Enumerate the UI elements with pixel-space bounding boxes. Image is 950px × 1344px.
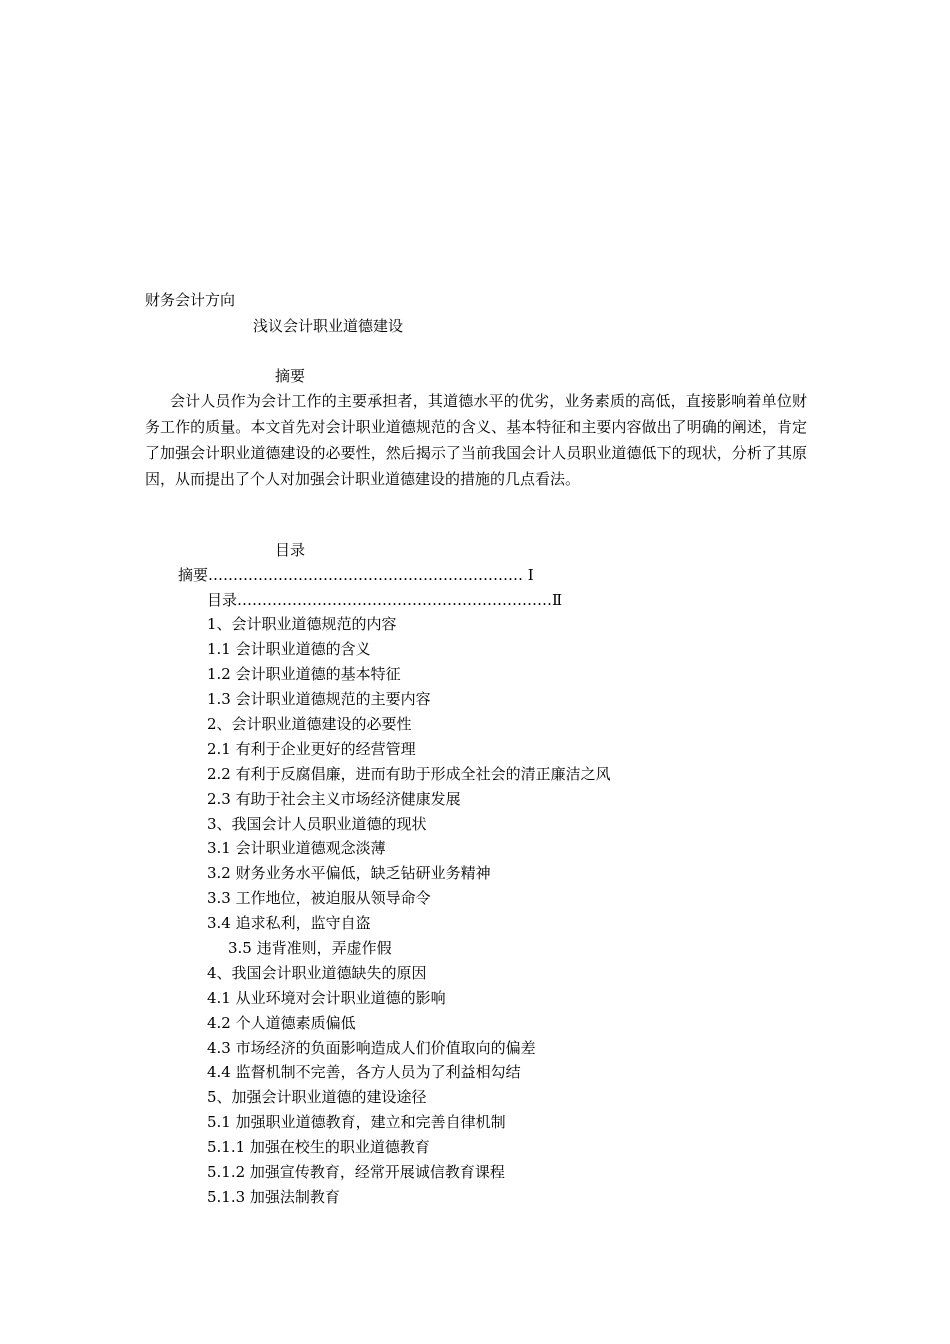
toc-entry: 3.3 工作地位，被迫服从领导命令: [207, 889, 431, 907]
toc-entry: 1.3 会计职业道德规范的主要内容: [207, 690, 431, 708]
toc-entry: 5、加强会计职业道德的建设途径: [207, 1088, 427, 1106]
toc-entry: 2.1 有利于企业更好的经营管理: [207, 740, 416, 758]
toc-entry: 4.3 市场经济的负面影响造成人们价值取向的偏差: [207, 1039, 536, 1057]
toc-entry: 1、会计职业道德规范的内容: [207, 615, 397, 633]
toc-entry: 4.1 从业环境对会计职业道德的影响: [207, 989, 446, 1007]
toc-heading: 目录: [275, 541, 306, 559]
toc-entry: 5.1.1 加强在校生的职业道德教育: [207, 1138, 430, 1156]
toc-entry: 1.2 会计职业道德的基本特征: [207, 665, 401, 683]
document-title: 浅议会计职业道德建设: [253, 317, 404, 335]
toc-entry: 摘要……………………………………………………… I: [178, 566, 534, 584]
toc-entry: 2.2 有利于反腐倡廉，进而有助于形成全社会的清正廉洁之风: [207, 765, 611, 783]
toc-entry: 2.3 有助于社会主义市场经济健康发展: [207, 790, 461, 808]
toc-entry: 4.2 个人道德素质偏低: [207, 1014, 356, 1032]
category-label: 财务会计方向: [145, 291, 236, 309]
abstract-heading: 摘要: [275, 367, 306, 385]
toc-entry: 3.4 追求私利，监守自盗: [207, 914, 371, 932]
toc-entry: 3.2 财务业务水平偏低，缺乏钻研业务精神: [207, 864, 491, 882]
toc-entry: 3.1 会计职业道德观念淡薄: [207, 839, 386, 857]
toc-entry: 2、会计职业道德建设的必要性: [207, 715, 412, 733]
toc-entry: 5.1.3 加强法制教育: [207, 1188, 340, 1206]
toc-entry: 4、我国会计职业道德缺失的原因: [207, 964, 427, 982]
toc-entry: 1.1 会计职业道德的含义: [207, 640, 371, 658]
abstract-body: 会计人员作为会计工作的主要承担者，其道德水平的优劣，业务素质的高低，直接影响着单位财务工作的质量。本文首先对会计职业道德规范的含义、基本特征和主要内容做出了明确的阐述，肯定了加强会计职业道德建设的必要性，然后揭示了当前我国会计人员职业道德低下的现状，分析了其原因，从而提出了个人对加强会计职业道德建设的措施的几点看法。: [145, 392, 807, 488]
toc-entry: 3、我国会计人员职业道德的现状: [207, 815, 427, 833]
toc-entry: 3.5 违背准则，弄虚作假: [228, 939, 392, 957]
toc-entry: 5.1.2 加强宣传教育，经常开展诚信教育课程: [207, 1163, 505, 1181]
toc-entry: 4.4 监督机制不完善，各方人员为了利益相勾结: [207, 1063, 521, 1081]
toc-entry: 目录………………………………………………………Ⅱ: [207, 591, 563, 609]
toc-entry: 5.1 加强职业道德教育，建立和完善自律机制: [207, 1113, 506, 1131]
